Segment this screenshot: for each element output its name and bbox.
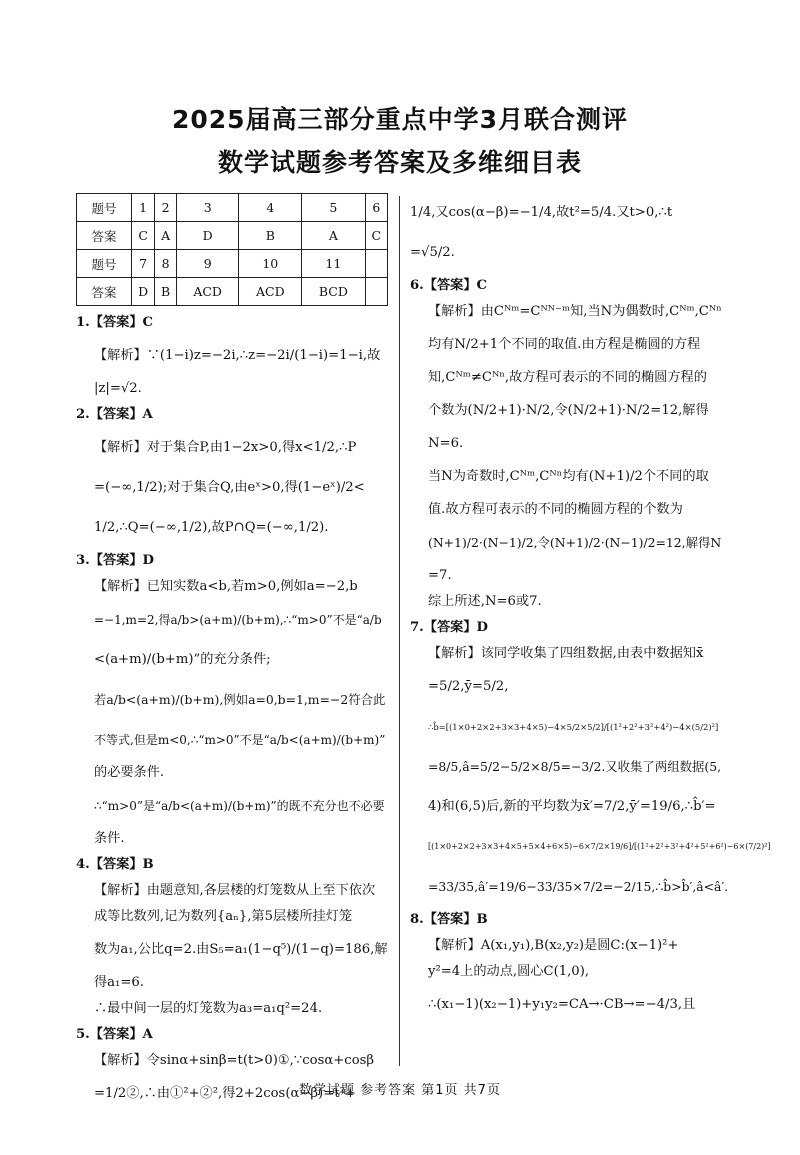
table-cell: 8 — [155, 250, 177, 278]
solution-line: 当N为奇数时,Cᴺᵐ,Cᴺⁿ均有(N+1)/2个不同的取 — [428, 469, 709, 484]
solution-line: 【解析】该同学收集了四组数据,由表中数据知x̄ — [428, 646, 704, 661]
table-cell: 5 — [302, 194, 365, 222]
table-cell: D — [176, 222, 239, 250]
formula-line: ∴b̂=[(1×0+2×2+3×3+4×5)−4×5/2×5/2]/[(1²+2²+3²+4²)−4×(5/2)²] — [428, 722, 719, 732]
solution-line: N=6. — [428, 436, 464, 451]
solution-line: ∴最中间一层的灯笼数为a₃=a₁q²=24. — [94, 1001, 323, 1016]
solution-line: =−1,m=2,得a/b>(a+m)/(b+m),∴“m>0”不是“a/b — [94, 613, 382, 627]
solution-line: 值.故方程可表示的不同的椭圆方程的个数为 — [428, 502, 683, 517]
table-cell: 6 — [365, 194, 387, 222]
answer-heading: 6.【答案】C — [410, 278, 488, 293]
answer-heading: 7.【答案】D — [410, 620, 488, 635]
answer-heading: 5.【答案】A — [76, 1027, 153, 1042]
solution-line: 【解析】对于集合P,由1−2x>0,得x<1/2,∴P — [94, 440, 357, 455]
table-cell: 11 — [302, 250, 365, 278]
solution-line: =1/2②,∴由①²+②²,得2+2cos(α−β)=t²+ — [94, 1086, 356, 1101]
table-row — [77, 222, 388, 250]
solution-line: |z|=√2. — [94, 381, 142, 396]
solution-line: 的必要条件. — [94, 765, 165, 780]
solution-line: ∴“m>0”是“a/b<(a+m)/(b+m)”的既不充分也不必要 — [94, 799, 385, 813]
solution-line: 综上所述,N=6或7. — [428, 594, 542, 609]
solution-line: =√5/2. — [410, 245, 455, 260]
table-cell: 2 — [155, 194, 177, 222]
table-cell: 3 — [176, 194, 239, 222]
solution-line: 若a/b<(a+m)/(b+m),例如a=0,b=1,m=−2符合此 — [94, 692, 386, 707]
table-cell: C — [365, 222, 387, 250]
table-cell: B — [239, 222, 302, 250]
table-row — [77, 194, 388, 222]
table-cell: 10 — [239, 250, 302, 278]
table-cell: D — [132, 278, 155, 306]
table-cell: 7 — [132, 250, 155, 278]
table-cell: 题号 — [77, 194, 132, 222]
solution-line: 成等比数列,记为数列{aₙ},第5层楼所挂灯笼 — [94, 909, 353, 924]
table-cell: A — [155, 222, 177, 250]
answer-heading: 4.【答案】B — [76, 857, 154, 872]
page-subtitle: 数学试题参考答案及多维细目表 — [217, 148, 582, 177]
table-cell: 答案 — [77, 278, 132, 306]
answer-heading: 8.【答案】B — [410, 912, 488, 927]
table-cell: C — [132, 222, 155, 250]
table-cell: B — [155, 278, 177, 306]
table-cell — [365, 250, 387, 278]
solution-line: <(a+m)/(b+m)”的充分条件; — [94, 652, 271, 667]
solution-line: =8/5,â=5/2−5/2×8/5=−3/2.又收集了两组数据(5, — [428, 759, 722, 774]
solution-line: ∴(x₁−1)(x₂−1)+y₁y₂=CA→·CB→=−4/3,且 — [428, 997, 696, 1012]
solution-line: 【解析】∵(1−i)z=−2i,∴z=−2i/(1−i)=1−i,故 — [94, 348, 381, 363]
table-cell: 4 — [239, 194, 302, 222]
solution-line: =5/2,ȳ=5/2, — [428, 679, 509, 694]
table-cell: 9 — [176, 250, 239, 278]
solution-line: =(−∞,1/2);对于集合Q,由eˣ>0,得(1−eˣ)/2< — [94, 480, 365, 495]
solution-line: =7. — [428, 568, 452, 583]
table-cell: BCD — [302, 278, 365, 306]
answer-heading: 1.【答案】C — [76, 315, 154, 330]
solution-line: 4)和(6,5)后,新的平均数为x̄′=7/2,ȳ′=19/6,∴b̂′= — [428, 799, 716, 814]
table-cell: 1 — [132, 194, 155, 222]
answer-heading: 3.【答案】D — [76, 553, 154, 568]
solution-line: 均有N/2+1个不同的取值.由方程是椭圆的方程 — [428, 337, 701, 352]
solution-line: y²=4上的动点,圆心C(1,0), — [428, 964, 590, 979]
formula-line: [(1×0+2×2+3×3+4×5+5×4+6×5)−6×7/2×19/6]/[(1²+2²+3²+4²+5²+6²)−6×(7/2)²] — [428, 842, 771, 851]
table-cell: 题号 — [77, 250, 132, 278]
page-footer: 数学试题 参考答案 第1页 共7页 — [299, 1083, 501, 1098]
table-row — [77, 250, 388, 278]
solution-line: 数为a₁,公比q=2.由S₅=a₁(1−q⁵)/(1−q)=186,解 — [94, 942, 388, 957]
column-divider — [399, 196, 400, 1066]
page-title: 2025届高三部分重点中学3月联合测评 — [172, 105, 628, 134]
solution-line: (N+1)/2·(N−1)/2,令(N+1)/2·(N−1)/2=12,解得N — [428, 535, 722, 550]
solution-line: 得a₁=6. — [94, 975, 144, 990]
solution-line: 【解析】由Cᴺᵐ=Cᴺᴺ⁻ᵐ知,当N为偶数时,Cᴺᵐ,Cᴺⁿ — [428, 304, 722, 319]
solution-line: 条件. — [94, 831, 125, 846]
answer-table — [76, 193, 388, 306]
solution-line: 不等式,但是m<0,∴“m>0”不是“a/b<(a+m)/(b+m)” — [94, 733, 386, 747]
answer-heading: 2.【答案】A — [76, 407, 153, 422]
table-cell: ACD — [239, 278, 302, 306]
solution-line: 【解析】由题意知,各层楼的灯笼数从上至下依次 — [94, 883, 376, 898]
solution-line: 知,Cᴺᵐ≠Cᴺⁿ,故方程可表示的不同的椭圆方程的 — [428, 370, 707, 385]
table-cell — [365, 278, 387, 306]
solution-line: 【解析】A(x₁,y₁),B(x₂,y₂)是圆C:(x−1)²+ — [428, 938, 679, 953]
solution-line: 【解析】令sinα+sinβ=t(t>0)①,∵cosα+cosβ — [94, 1053, 375, 1068]
left-column — [76, 193, 389, 1114]
solution-line: 1/4,又cos(α−β)=−1/4,故t²=5/4.又t>0,∴t — [410, 205, 673, 220]
right-column — [410, 193, 771, 1025]
solution-line: 【解析】已知实数a<b,若m>0,例如a=−2,b — [94, 579, 358, 594]
solution-line: 个数为(N/2+1)·N/2,令(N/2+1)·N/2=12,解得 — [428, 403, 709, 418]
table-cell: A — [302, 222, 365, 250]
solution-line: =33/35,â′=19/6−33/35×7/2=−2/15,∴b̂>b̂′,â<â′. — [428, 879, 729, 894]
table-row — [77, 278, 388, 306]
table-cell: ACD — [176, 278, 239, 306]
table-cell: 答案 — [77, 222, 132, 250]
solution-line: 1/2,∴Q=(−∞,1/2),故P∩Q=(−∞,1/2). — [94, 520, 329, 535]
